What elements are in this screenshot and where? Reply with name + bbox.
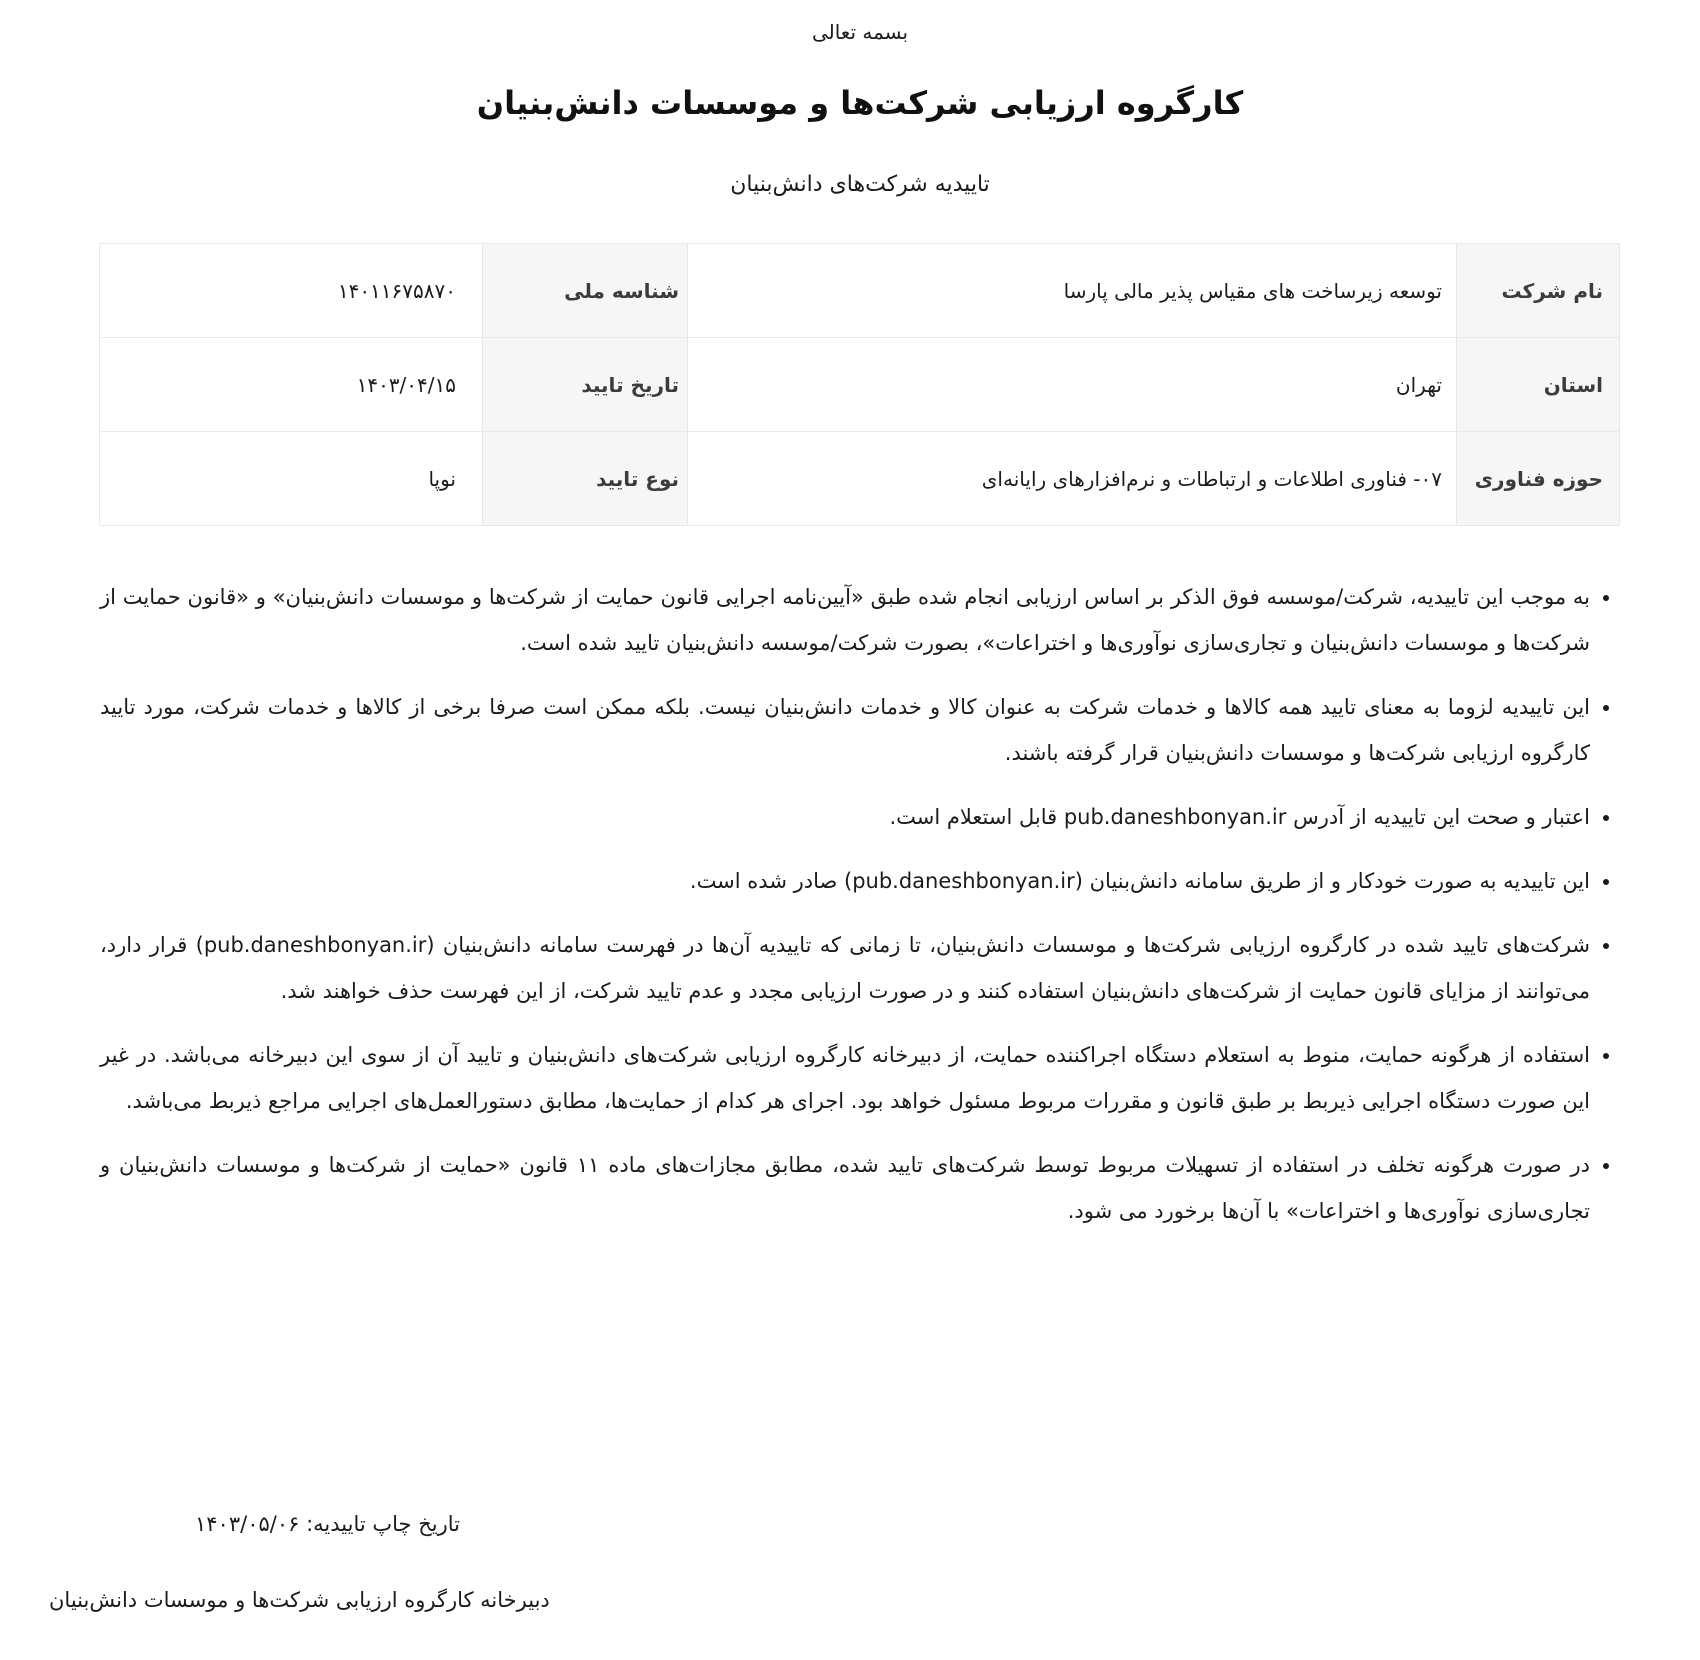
approval-date-value: ۱۴۰۳/۰۴/۱۵: [100, 338, 483, 432]
company-name-label: نام شرکت: [1457, 244, 1620, 338]
company-name-value: توسعه زیرساخت های مقیاس پذیر مالی پارسا: [688, 244, 1457, 338]
technology-field-label: حوزه فناوری: [1457, 432, 1620, 526]
page-title: کارگروه ارزیابی شرکت‌ها و موسسات دانش‌بنیان: [476, 84, 1244, 122]
notes-list: [100, 574, 1620, 1234]
province-label: استان: [1457, 338, 1620, 432]
note-item: • استفاده از هرگونه حمایت، منوط به استعلام دستگاه اجراکننده حمایت، از دبیرخانه کارگروه ارزیابی شرکت‌های دانش‌بنیان و تایید آن از سوی این دبیرخانه می‌باشد. در غیر این صورت دستگاه اجرایی ذیربط بر طبق قانون و مقررات مربوط مسئول خواهد بود. اجرای هر کدام از حمایت‌ها، مطابق دستورالعمل‌های اجرایی مراجع ذیربط می‌باشد.: [100, 1032, 1590, 1124]
note-item: • اعتبار و صحت این تاییدیه از آدرس pub.daneshbonyan.ir قابل استعلام است.: [100, 794, 1590, 840]
note-item: • این تاییدیه به صورت خودکار و از طریق سامانه دانش‌بنیان (pub.daneshbonyan.ir) صادر شده است.: [100, 858, 1590, 904]
note-item: • در صورت هرگونه تخلف در استفاده از تسهیلات مربوط توسط شرکت‌های تایید شده، مطابق مجازات‌های ماده ۱۱ قانون «حمایت از شرکت‌ها و موسسات دانش‌بنیان و تجاری‌سازی نوآوری‌ها و اختراعات» با آن‌ها برخورد می شود.: [100, 1142, 1590, 1234]
approval-date-label: تاریخ تایید: [483, 338, 688, 432]
bismillah-text: بسمه تعالی: [811, 20, 909, 44]
table-row-company: [100, 244, 1620, 338]
approval-type-label: نوع تایید: [483, 432, 688, 526]
page-subtitle: تاییدیه شرکت‌های دانش‌بنیان: [730, 172, 990, 197]
table-row-province: [100, 338, 1620, 432]
national-id-label: شناسه ملی: [483, 244, 688, 338]
certificate-content: [100, 0, 1620, 1234]
national-id-value: ۱۴۰۱۱۶۷۵۸۷۰: [100, 244, 483, 338]
note-item: • این تاییدیه لزوما به معنای تایید همه کالاها و خدمات شرکت به عنوان کالا و خدمات دانش‌بنیان نیست. بلکه ممکن است صرفا برخی از کالاها و خدمات شرکت، مورد تایید کارگروه ارزیابی شرکت‌ها و موسسات دانش‌بنیان قرار گرفته باشند.: [100, 684, 1590, 776]
table-row-technology: [100, 432, 1620, 526]
approval-type-value: نوپا: [100, 432, 483, 526]
note-item: • شرکت‌های تایید شده در کارگروه ارزیابی شرکت‌ها و موسسات دانش‌بنیان، تا زمانی که تاییدیه آن‌ها در فهرست سامانه دانش‌بنیان (pub.daneshbonyan.ir) قرار دارد، می‌توانند از مزایای قانون حمایت از شرکت‌های دانش‌بنیان استفاده کنند و در صورت ارزیابی مجدد و عدم تایید شرکت، از این فهرست حذف خواهند شد.: [100, 922, 1590, 1014]
note-item: • به موجب این تاییدیه، شرکت/موسسه فوق الذکر بر اساس ارزیابی انجام شده طبق «آیین‌نامه اجرایی قانون حمایت از شرکت‌ها و موسسات دانش‌بنیان» و «قانون حمایت از شرکت‌ها و موسسات دانش‌بنیان و تجاری‌سازی نوآوری‌ها و اختراعات»، بصورت شرکت/موسسه دانش‌بنیان تایید شده است.: [100, 574, 1590, 666]
province-value: تهران: [688, 338, 1457, 432]
technology-field-value: ۰۷- فناوری اطلاعات و ارتباطات و نرم‌افزارهای رایانه‌ای: [688, 432, 1457, 526]
print-date: تاریخ چاپ تاییدیه: ۱۴۰۳/۰۵/۰۶: [195, 1512, 460, 1536]
company-info-table: [99, 243, 1620, 526]
secretariat-signature: دبیرخانه کارگروه ارزیابی شرکت‌ها و موسسات دانش‌بنیان: [49, 1588, 550, 1612]
